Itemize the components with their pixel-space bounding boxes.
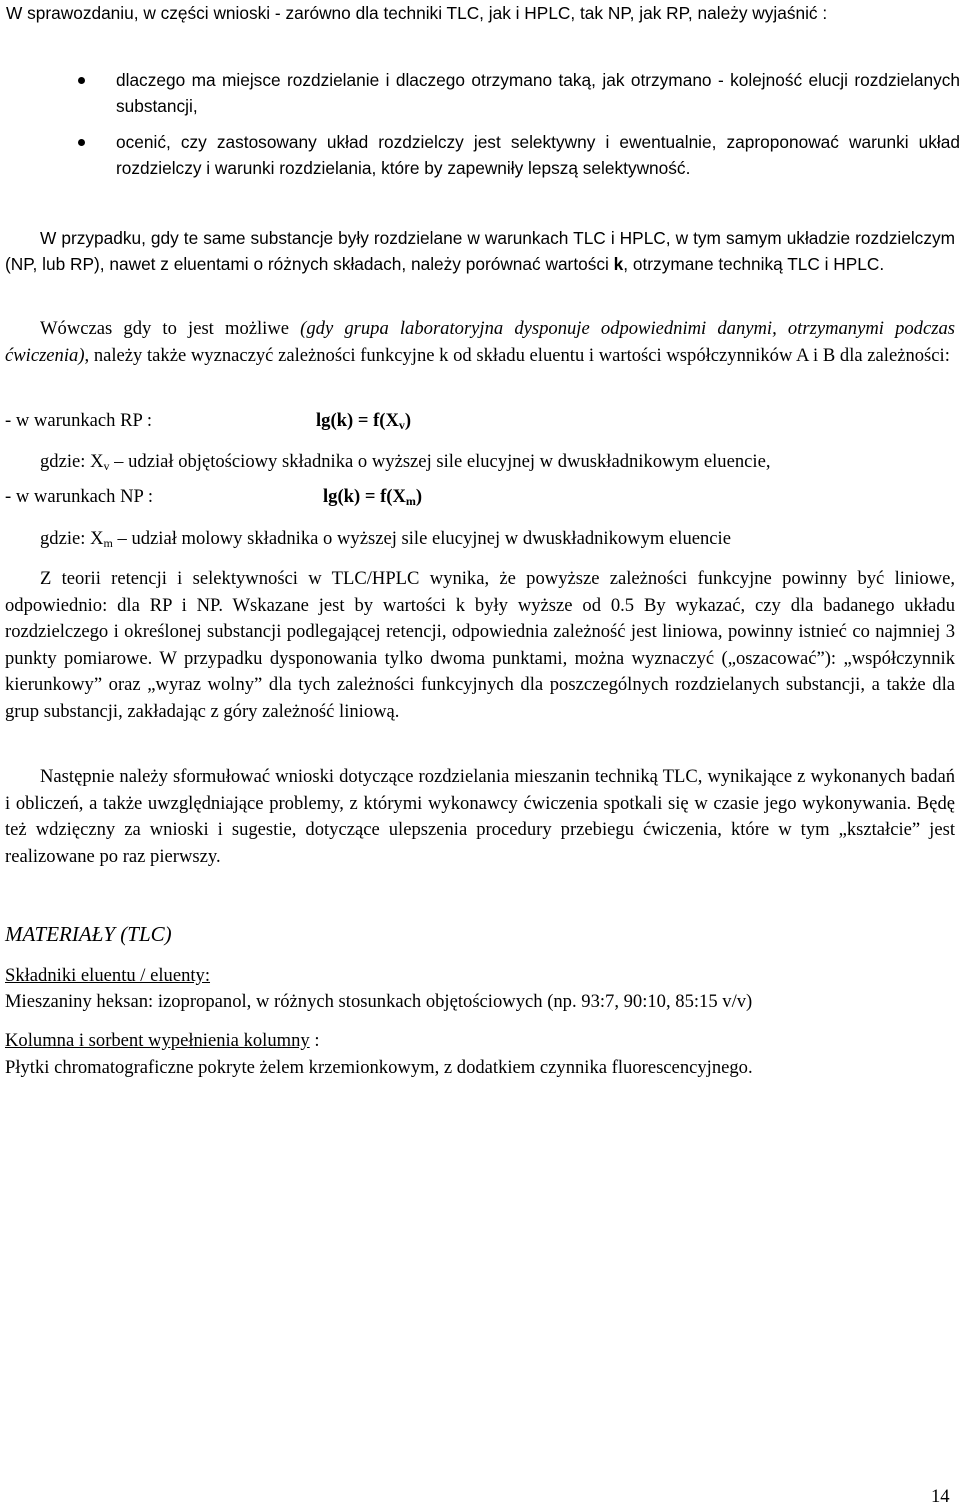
paragraph-text: Następnie należy sformułować wnioski dotyczące rozdzielania mieszanin techniką TLC, wynikające z wykonanych badań i obliczeń, a także uwzględniające problemy, z którymi wykonawcy ćwiczenia spotkali się w czasie jego wykonywania. Będę też wdzięczny za wnioski i sugestie, dotyczące ulepszenia procedury przebiegu ćwiczenia, które w tym „kształcie” jest realizowane po raz pierwszy. xyxy=(5,766,955,867)
list-item xyxy=(70,129,960,181)
np-label: - w warunkach NP : xyxy=(5,486,154,507)
paragraph-text-end: , należy także wyznaczyć zależności funkcyjne k od składu eluentu i wartości współczynników A i B dla zależności: xyxy=(84,344,950,366)
formula-close: ) xyxy=(415,486,423,507)
rp-label: - w warunkach RP : xyxy=(5,410,152,431)
column-label-line xyxy=(5,1030,320,1052)
formula-close: ) xyxy=(404,410,412,431)
definition-prefix: gdzie: X xyxy=(40,528,104,549)
rp-formula xyxy=(316,410,411,432)
page-number: 14 xyxy=(931,1486,950,1507)
column-text: Płytki chromatograficzne pokryte żelem krzemionkowym, z dodatkiem czynnika fluorescencyjnego. xyxy=(5,1057,753,1078)
bold-k: k xyxy=(613,254,624,274)
eluent-text: Mieszaniny heksan: izopropanol, w różnych stosunkach objętościowych (np. 93:7, 90:10, 85:15 v/v) xyxy=(5,991,753,1012)
section-heading: MATERIAŁY (TLC) xyxy=(5,922,172,946)
rp-definition xyxy=(40,451,770,473)
list-item xyxy=(70,67,960,119)
bullet-list xyxy=(70,67,960,191)
paragraph-text: Wówczas gdy to jest możliwe xyxy=(40,318,301,339)
paragraph-text: W przypadku, gdy te same substancje były rozdzielane w warunkach TLC i HPLC, w tym samym układzie rozdzielczym (NP, lub RP), nawet z eluentami o różnych składach, należy porównać wartości xyxy=(5,228,955,274)
paragraph-k-values xyxy=(5,225,955,277)
formula-text: lg(k) = f(X xyxy=(323,486,406,507)
definition-subscript: m xyxy=(103,536,113,550)
eluent-label: Składniki eluentu / eluenty: xyxy=(5,965,211,986)
definition-text: – udział objętościowy składnika o wyższej sile elucyjnej w dwuskładnikowym eluencie, xyxy=(109,451,771,472)
bullet-icon xyxy=(78,139,85,146)
bullet-text: ocenić, czy zastosowany układ rozdzielczy jest selektywny i ewentualnie, zaproponować warunki układ rozdzielczy i warunki rozdzielania, które by zapewniły lepszą selektywność. xyxy=(116,132,960,178)
np-formula xyxy=(323,486,422,508)
bullet-icon xyxy=(78,77,85,84)
column-label-colon: : xyxy=(309,1030,320,1051)
intro-paragraph: W sprawozdaniu, w części wnioski - zarówno dla techniki TLC, jak i HPLC, tak NP, jak RP, należy wyjaśnić : xyxy=(6,3,828,23)
paragraph-text-end: , otrzymane techniką TLC i HPLC. xyxy=(623,254,885,274)
bullet-text: dlaczego ma miejsce rozdzielanie i dlaczego otrzymano taką, jak otrzymano - kolejność elucji rozdzielanych substancji, xyxy=(116,70,960,116)
italic-note: (gdy grupa laboratoryjna dysponuje odpowiednimi danymi, otrzymanymi podczas ćwiczenia) xyxy=(5,318,955,366)
paragraph-functional-dependencies xyxy=(5,316,955,369)
np-definition xyxy=(40,528,731,550)
definition-text: – udział molowy składnika o wyższej sile elucyjnej w dwuskładnikowym eluencie xyxy=(112,528,731,549)
formula-subscript: v xyxy=(398,418,405,432)
formula-text: lg(k) = f(X xyxy=(316,410,399,431)
formula-subscript: m xyxy=(405,494,416,508)
definition-prefix: gdzie: X xyxy=(40,451,104,472)
paragraph-text: Z teorii retencji i selektywności w TLC/HPLC wynika, że powyższe zależności funkcyjne powinny być liniowe, odpowiednio: dla RP i NP. Wskazane jest by wartości k były wyższe od 0.5 By wykazać, czy dla badanego układu rozdzielczego i określonej substancji podlegającej retencji, odpowiednia zależność jest liniowa, powinny istnieć co najmniej 3 punkty pomiarowe. W przypadku dysponowania tylko dwoma punktami, można wyznaczyć („oszacować”): „współczynnik kierunkowy” oraz „wyraz wolny” dla tych zależności funkcyjnych dla poszczególnych rozdzielanych substancji, a także dla grup substancji, zakładając z góry zależność liniową. xyxy=(5,568,955,722)
paragraph-conclusions xyxy=(5,764,955,870)
definition-subscript: v xyxy=(103,459,110,473)
column-label: Kolumna i sorbent wypełnienia kolumny xyxy=(5,1030,310,1051)
paragraph-theory xyxy=(5,566,955,725)
